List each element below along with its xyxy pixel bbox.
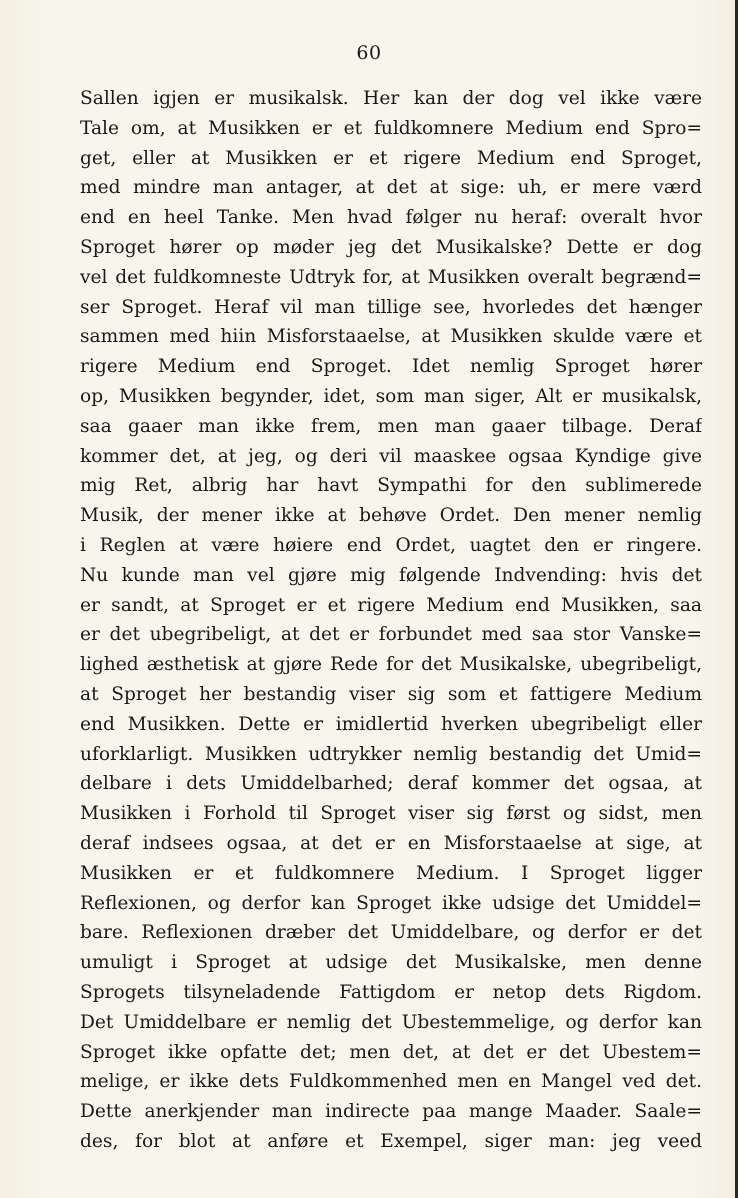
text-line: med mindre man antager, at det at sige: uh, er mere værd — [80, 177, 702, 199]
text-line: Musikken i Forhold til Sproget viser sig først og sidst, men — [80, 803, 702, 825]
text-line: kommer det, at jeg, og deri vil maaskee ogsaa Kyndige give — [80, 445, 702, 467]
text-line: saa gaaer man ikke frem, men man gaaer tilbage. Deraf — [80, 415, 702, 437]
text-line: bare. Reflexionen dræber det Umiddelbare, og derfor er det — [80, 922, 702, 944]
text-line: end Musikken. Dette er imidlertid hverken ubegribeligt eller — [80, 713, 702, 735]
text-line: lighed æsthetisk at gjøre Rede for det Musikalske, ubegribeligt, — [80, 654, 702, 676]
text-line: er det ubegribeligt, at det er forbundet med saa stor Vanske= — [80, 624, 702, 646]
text-line: ser Sproget. Heraf vil man tillige see, hvorledes det hænger — [80, 296, 702, 318]
text-line: deraf indsees ogsaa, at det er en Misforstaaelse at sige, at — [80, 832, 702, 854]
text-line: Nu kunde man vel gjøre mig følgende Indvending: hvis det — [80, 564, 702, 586]
page-number: 60 — [356, 42, 382, 64]
text-line: Det Umiddelbare er nemlig det Ubestemmelige, og derfor kan — [80, 1011, 702, 1033]
text-line: umuligt i Sproget at udsige det Musikalske, men denne — [80, 952, 702, 974]
text-line: uforklarligt. Musikken udtrykker nemlig bestandig det Umid= — [80, 743, 702, 765]
text-line: Sproget hører op møder jeg det Musikalske? Dette er dog — [80, 236, 702, 258]
text-line: Sallen igjen er musikalsk. Her kan der dog vel ikke være — [80, 88, 702, 109]
text-line: Musikken er et fuldkomnere Medium. I Sproget ligger — [80, 862, 702, 884]
text-line: mig Ret, albrig har havt Sympathi for den sublimerede — [80, 475, 702, 497]
body-text — [80, 84, 702, 1157]
text-line: end en heel Tanke. Men hvad følger nu heraf: overalt hvor — [80, 207, 702, 229]
text-line: Tale om, at Musikken er et fuldkomnere Medium end Spro= — [80, 117, 702, 139]
text-line: Sprogets tilsyneladende Fattigdom er netop dets Rigdom. — [80, 981, 702, 1003]
text-line: delbare i dets Umiddelbarhed; deraf kommer det ogsaa, at — [80, 773, 702, 795]
text-line: rigere Medium end Sproget. Idet nemlig Sproget hører — [80, 356, 702, 378]
text-line: Dette anerkjender man indirecte paa mange Maader. Saale= — [80, 1101, 702, 1123]
text-line: sammen med hiin Misforstaaelse, at Musikken skulde være et — [80, 326, 702, 348]
text-line: melige, er ikke dets Fuldkommenhed men en Mangel ved det. — [80, 1071, 702, 1093]
text-line: des, for blot at anføre et Exempel, siger man: jeg veed — [80, 1130, 702, 1152]
text-line: i Reglen at være høiere end Ordet, uagtet den er ringere. — [80, 534, 702, 556]
text-line: op, Musikken begynder, idet, som man siger, Alt er musikalsk, — [80, 385, 702, 407]
text-line: at Sproget her bestandig viser sig som et fattigere Medium — [80, 683, 702, 705]
text-line: get, eller at Musikken er et rigere Medium end Sproget, — [80, 147, 702, 169]
text-line: vel det fuldkomneste Udtryk for, at Musikken overalt begrænd= — [80, 266, 702, 288]
text-line: er sandt, at Sproget er et rigere Medium end Musikken, saa — [80, 594, 702, 616]
text-line: Reflexionen, og derfor kan Sproget ikke udsige det Umiddel= — [80, 892, 702, 914]
text-line: Musik, der mener ikke at behøve Ordet. Den mener nemlig — [80, 505, 702, 527]
text-line: Sproget ikke opfatte det; men det, at det er det Ubestem= — [80, 1041, 702, 1063]
